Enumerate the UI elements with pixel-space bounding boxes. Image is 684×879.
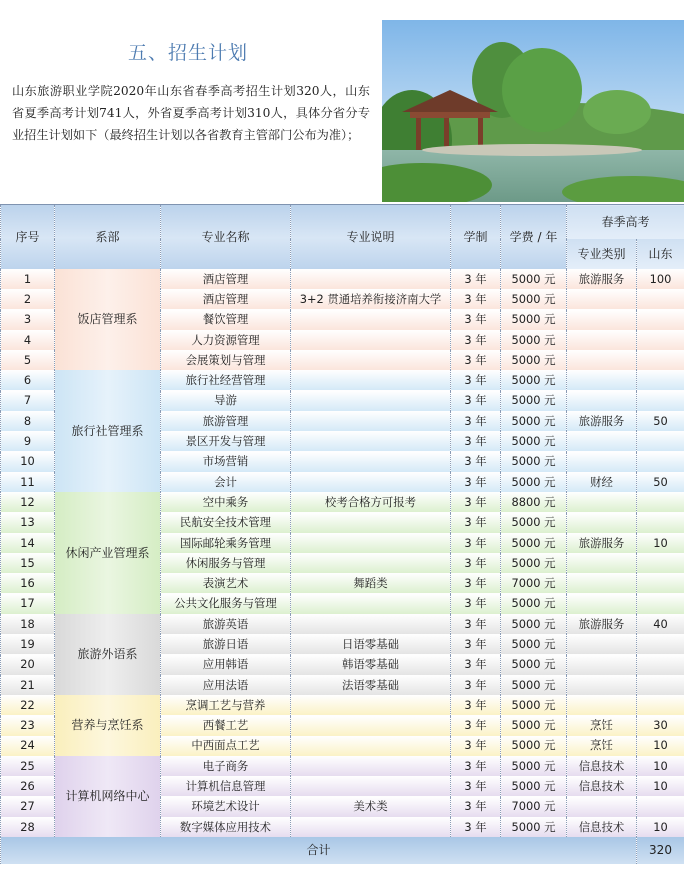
shandong-quota-cell: 100 xyxy=(637,269,684,289)
major-name-cell: 旅游日语 xyxy=(161,634,291,654)
shandong-quota-cell xyxy=(637,431,684,451)
duration-cell: 3 年 xyxy=(451,452,501,472)
row-number-cell: 23 xyxy=(1,716,55,736)
category-cell: 信息技术 xyxy=(567,756,637,776)
shandong-quota-cell xyxy=(637,675,684,695)
table-row xyxy=(1,492,684,512)
tuition-cell: 5000 元 xyxy=(501,716,567,736)
tuition-cell: 5000 元 xyxy=(501,289,567,309)
major-name-cell: 景区开发与管理 xyxy=(161,431,291,451)
row-number-cell: 15 xyxy=(1,553,55,573)
section-title: 五、招生计划 xyxy=(128,42,249,64)
category-cell: 烹饪 xyxy=(567,716,637,736)
header-category: 专业类别 xyxy=(567,239,637,269)
major-name-cell: 旅游管理 xyxy=(161,411,291,431)
category-cell xyxy=(567,797,637,817)
duration-cell: 3 年 xyxy=(451,411,501,431)
category-cell: 旅游服务 xyxy=(567,533,637,553)
row-number-cell: 14 xyxy=(1,533,55,553)
category-cell xyxy=(567,452,637,472)
duration-cell: 3 年 xyxy=(451,716,501,736)
table-row xyxy=(1,614,684,634)
category-cell xyxy=(567,431,637,451)
duration-cell: 3 年 xyxy=(451,675,501,695)
header-fee: 学费 / 年 xyxy=(501,205,567,270)
major-name-cell: 餐饮管理 xyxy=(161,310,291,330)
major-note-cell: 日语零基础 xyxy=(291,634,451,654)
header-seq: 序号 xyxy=(1,205,55,270)
major-name-cell: 会展策划与管理 xyxy=(161,350,291,370)
category-cell xyxy=(567,391,637,411)
duration-cell: 3 年 xyxy=(451,533,501,553)
header-spring: 春季高考 xyxy=(567,205,684,240)
table-row xyxy=(1,756,684,776)
tuition-cell: 5000 元 xyxy=(501,411,567,431)
header-shandong: 山东 xyxy=(637,239,684,269)
major-note-cell xyxy=(291,411,451,431)
row-number-cell: 20 xyxy=(1,655,55,675)
shandong-quota-cell xyxy=(637,553,684,573)
major-name-cell: 表演艺术 xyxy=(161,573,291,593)
department-cell: 旅游外语系 xyxy=(55,614,161,695)
table-body xyxy=(1,269,684,837)
shandong-quota-cell xyxy=(637,513,684,533)
tuition-cell: 5000 元 xyxy=(501,431,567,451)
row-number-cell: 8 xyxy=(1,411,55,431)
row-number-cell: 26 xyxy=(1,776,55,796)
tuition-cell: 5000 元 xyxy=(501,472,567,492)
major-name-cell: 旅游英语 xyxy=(161,614,291,634)
duration-cell: 3 年 xyxy=(451,350,501,370)
major-note-cell xyxy=(291,817,451,837)
shandong-quota-cell: 10 xyxy=(637,776,684,796)
tuition-cell: 7000 元 xyxy=(501,797,567,817)
shandong-quota-cell: 50 xyxy=(637,472,684,492)
tuition-cell: 5000 元 xyxy=(501,817,567,837)
major-note-cell: 法语零基础 xyxy=(291,675,451,695)
major-note-cell xyxy=(291,594,451,614)
duration-cell: 3 年 xyxy=(451,330,501,350)
tuition-cell: 5000 元 xyxy=(501,370,567,390)
major-note-cell xyxy=(291,695,451,715)
row-number-cell: 11 xyxy=(1,472,55,492)
category-cell xyxy=(567,634,637,654)
duration-cell: 3 年 xyxy=(451,695,501,715)
row-number-cell: 6 xyxy=(1,370,55,390)
major-note-cell: 3+2 贯通培养衔接济南大学 xyxy=(291,289,451,309)
tuition-cell: 5000 元 xyxy=(501,452,567,472)
shandong-quota-cell xyxy=(637,655,684,675)
category-cell xyxy=(567,655,637,675)
major-note-cell xyxy=(291,513,451,533)
major-name-cell: 民航安全技术管理 xyxy=(161,513,291,533)
duration-cell: 3 年 xyxy=(451,817,501,837)
major-note-cell: 美术类 xyxy=(291,797,451,817)
row-number-cell: 24 xyxy=(1,736,55,756)
intro-paragraph: 山东旅游职业学院2020年山东省春季高考招生计划320人，山东省夏季高考计划741人，外省夏季高考计划310人，具体分省分专业招生计划如下（最终招生计划以各省教育主管部门公布为准）； xyxy=(12,84,370,142)
major-note-cell xyxy=(291,756,451,776)
major-name-cell: 国际邮轮乘务管理 xyxy=(161,533,291,553)
major-name-cell: 人力资源管理 xyxy=(161,330,291,350)
tuition-cell: 5000 元 xyxy=(501,513,567,533)
row-number-cell: 17 xyxy=(1,594,55,614)
category-cell: 旅游服务 xyxy=(567,269,637,289)
duration-cell: 3 年 xyxy=(451,756,501,776)
major-note-cell: 校考合格方可报考 xyxy=(291,492,451,512)
shandong-quota-cell xyxy=(637,634,684,654)
category-cell xyxy=(567,573,637,593)
total-label: 合计 xyxy=(1,837,637,864)
shandong-quota-cell: 10 xyxy=(637,533,684,553)
shandong-quota-cell: 10 xyxy=(637,817,684,837)
tuition-cell: 7000 元 xyxy=(501,573,567,593)
row-number-cell: 3 xyxy=(1,310,55,330)
major-name-cell: 应用法语 xyxy=(161,675,291,695)
category-cell xyxy=(567,695,637,715)
shandong-quota-cell: 50 xyxy=(637,411,684,431)
row-number-cell: 1 xyxy=(1,269,55,289)
shandong-quota-cell: 40 xyxy=(637,614,684,634)
tuition-cell: 5000 元 xyxy=(501,695,567,715)
category-cell xyxy=(567,370,637,390)
major-name-cell: 旅行社经营管理 xyxy=(161,370,291,390)
department-cell: 旅行社管理系 xyxy=(55,370,161,492)
department-cell: 饭店管理系 xyxy=(55,269,161,370)
shandong-quota-cell: 10 xyxy=(637,756,684,776)
duration-cell: 3 年 xyxy=(451,492,501,512)
category-cell xyxy=(567,350,637,370)
duration-cell: 3 年 xyxy=(451,776,501,796)
duration-cell: 3 年 xyxy=(451,513,501,533)
row-number-cell: 13 xyxy=(1,513,55,533)
major-note-cell xyxy=(291,472,451,492)
duration-cell: 3 年 xyxy=(451,391,501,411)
tuition-cell: 5000 元 xyxy=(501,675,567,695)
table-row xyxy=(1,269,684,289)
duration-cell: 3 年 xyxy=(451,370,501,390)
category-cell: 旅游服务 xyxy=(567,411,637,431)
tuition-cell: 5000 元 xyxy=(501,310,567,330)
major-note-cell xyxy=(291,452,451,472)
shandong-quota-cell: 10 xyxy=(637,736,684,756)
shandong-quota-cell xyxy=(637,594,684,614)
duration-cell: 3 年 xyxy=(451,553,501,573)
duration-cell: 3 年 xyxy=(451,310,501,330)
major-note-cell xyxy=(291,716,451,736)
major-note-cell xyxy=(291,370,451,390)
header-major: 专业名称 xyxy=(161,205,291,270)
row-number-cell: 18 xyxy=(1,614,55,634)
header-dept: 系部 xyxy=(55,205,161,270)
category-cell xyxy=(567,594,637,614)
major-note-cell xyxy=(291,310,451,330)
duration-cell: 3 年 xyxy=(451,472,501,492)
shandong-quota-cell xyxy=(637,330,684,350)
major-note-cell xyxy=(291,431,451,451)
shandong-quota-cell xyxy=(637,452,684,472)
category-cell xyxy=(567,553,637,573)
duration-cell: 3 年 xyxy=(451,289,501,309)
duration-cell: 3 年 xyxy=(451,269,501,289)
row-number-cell: 5 xyxy=(1,350,55,370)
row-number-cell: 2 xyxy=(1,289,55,309)
major-note-cell: 舞蹈类 xyxy=(291,573,451,593)
major-name-cell: 会计 xyxy=(161,472,291,492)
row-number-cell: 10 xyxy=(1,452,55,472)
category-cell xyxy=(567,310,637,330)
tuition-cell: 5000 元 xyxy=(501,776,567,796)
shandong-quota-cell xyxy=(637,391,684,411)
shandong-quota-cell xyxy=(637,310,684,330)
row-number-cell: 21 xyxy=(1,675,55,695)
category-cell xyxy=(567,289,637,309)
shandong-quota-cell xyxy=(637,350,684,370)
category-cell: 信息技术 xyxy=(567,776,637,796)
major-name-cell: 公共文化服务与管理 xyxy=(161,594,291,614)
row-number-cell: 9 xyxy=(1,431,55,451)
major-name-cell: 环境艺术设计 xyxy=(161,797,291,817)
category-cell xyxy=(567,492,637,512)
category-cell: 财经 xyxy=(567,472,637,492)
table-row xyxy=(1,695,684,715)
tuition-cell: 5000 元 xyxy=(501,533,567,553)
major-name-cell: 数字媒体应用技术 xyxy=(161,817,291,837)
row-number-cell: 25 xyxy=(1,756,55,776)
shandong-quota-cell xyxy=(637,695,684,715)
row-number-cell: 4 xyxy=(1,330,55,350)
row-number-cell: 16 xyxy=(1,573,55,593)
duration-cell: 3 年 xyxy=(451,594,501,614)
major-note-cell xyxy=(291,553,451,573)
row-number-cell: 22 xyxy=(1,695,55,715)
row-number-cell: 12 xyxy=(1,492,55,512)
shandong-quota-cell: 30 xyxy=(637,716,684,736)
enrollment-plan-table xyxy=(0,204,684,864)
major-note-cell xyxy=(291,614,451,634)
major-note-cell xyxy=(291,330,451,350)
tuition-cell: 5000 元 xyxy=(501,655,567,675)
row-number-cell: 27 xyxy=(1,797,55,817)
shandong-quota-cell xyxy=(637,573,684,593)
major-note-cell xyxy=(291,350,451,370)
shandong-quota-cell xyxy=(637,370,684,390)
major-name-cell: 市场营销 xyxy=(161,452,291,472)
category-cell: 旅游服务 xyxy=(567,614,637,634)
table-row xyxy=(1,370,684,390)
duration-cell: 3 年 xyxy=(451,614,501,634)
tuition-cell: 5000 元 xyxy=(501,736,567,756)
duration-cell: 3 年 xyxy=(451,797,501,817)
major-note-cell xyxy=(291,533,451,553)
category-cell: 烹饪 xyxy=(567,736,637,756)
major-name-cell: 酒店管理 xyxy=(161,289,291,309)
category-cell xyxy=(567,330,637,350)
major-name-cell: 应用韩语 xyxy=(161,655,291,675)
major-name-cell: 计算机信息管理 xyxy=(161,776,291,796)
duration-cell: 3 年 xyxy=(451,736,501,756)
row-number-cell: 7 xyxy=(1,391,55,411)
campus-photo xyxy=(382,20,684,202)
major-name-cell: 烹调工艺与营养 xyxy=(161,695,291,715)
header-years: 学制 xyxy=(451,205,501,270)
shandong-quota-cell xyxy=(637,492,684,512)
tuition-cell: 5000 元 xyxy=(501,330,567,350)
duration-cell: 3 年 xyxy=(451,431,501,451)
tuition-cell: 5000 元 xyxy=(501,756,567,776)
header-note: 专业说明 xyxy=(291,205,451,270)
major-note-cell xyxy=(291,776,451,796)
tuition-cell: 5000 元 xyxy=(501,634,567,654)
total-row xyxy=(1,837,684,864)
major-name-cell: 休闲服务与管理 xyxy=(161,553,291,573)
duration-cell: 3 年 xyxy=(451,634,501,654)
total-value: 320 xyxy=(637,837,684,864)
major-name-cell: 酒店管理 xyxy=(161,269,291,289)
tuition-cell: 5000 元 xyxy=(501,391,567,411)
tuition-cell: 5000 元 xyxy=(501,614,567,634)
shandong-quota-cell xyxy=(637,797,684,817)
row-number-cell: 28 xyxy=(1,817,55,837)
major-note-cell: 韩语零基础 xyxy=(291,655,451,675)
major-note-cell xyxy=(291,736,451,756)
category-cell xyxy=(567,513,637,533)
category-cell: 信息技术 xyxy=(567,817,637,837)
major-name-cell: 空中乘务 xyxy=(161,492,291,512)
major-name-cell: 中西面点工艺 xyxy=(161,736,291,756)
major-name-cell: 导游 xyxy=(161,391,291,411)
category-cell xyxy=(567,675,637,695)
duration-cell: 3 年 xyxy=(451,573,501,593)
row-number-cell: 19 xyxy=(1,634,55,654)
tuition-cell: 8800 元 xyxy=(501,492,567,512)
major-name-cell: 西餐工艺 xyxy=(161,716,291,736)
tuition-cell: 5000 元 xyxy=(501,594,567,614)
major-name-cell: 电子商务 xyxy=(161,756,291,776)
department-cell: 休闲产业管理系 xyxy=(55,492,161,614)
tuition-cell: 5000 元 xyxy=(501,553,567,573)
major-note-cell xyxy=(291,391,451,411)
duration-cell: 3 年 xyxy=(451,655,501,675)
shandong-quota-cell xyxy=(637,289,684,309)
tuition-cell: 5000 元 xyxy=(501,269,567,289)
department-cell: 营养与烹饪系 xyxy=(55,695,161,756)
tuition-cell: 5000 元 xyxy=(501,350,567,370)
department-cell: 计算机网络中心 xyxy=(55,756,161,837)
major-note-cell xyxy=(291,269,451,289)
